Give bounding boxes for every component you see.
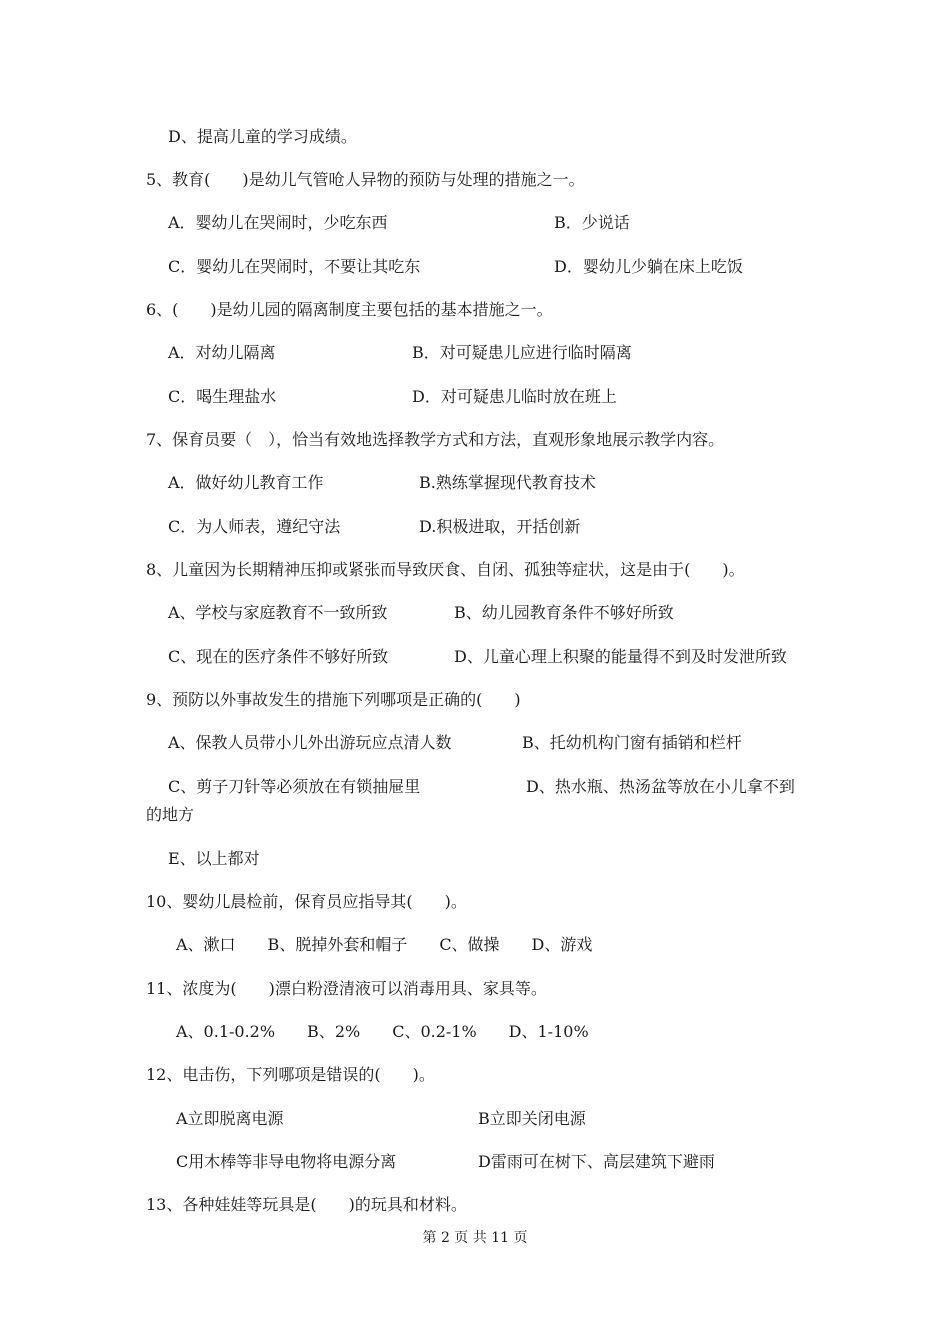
q9-option-c: C、剪子刀针等必须放在有锁抽屉里	[168, 777, 421, 796]
q7-option-a: A．做好幼儿教育工作	[168, 473, 324, 492]
page-footer: 第 2 页 共 11 页	[422, 1230, 528, 1246]
q9-option-a: A、保教人员带小儿外出游玩应点清人数	[168, 733, 452, 752]
q9-option-e: E、以上都对	[168, 849, 260, 868]
q9-stem: 9、预防以外事故发生的措施下列哪项是正确的( )	[146, 690, 521, 709]
q8-stem: 8、儿童因为长期精神压抑或紧张而导致厌食、自闭、孤独等症状，这是由于( )。	[146, 560, 745, 579]
q6-option-b: B．对可疑患儿应进行临时隔离	[412, 343, 632, 362]
q6-option-a: A．对幼儿隔离	[168, 343, 276, 362]
q8-option-d: D、儿童心理上积聚的能量得不到及时发泄所致	[454, 647, 787, 666]
q8-option-a: A、学校与家庭教育不一致所致	[168, 603, 388, 622]
q7-option-b: B.熟练掌握现代教育技术	[419, 473, 596, 492]
q7-option-d: D.积极进取，开括创新	[419, 517, 581, 536]
q7-option-c: C．为人师表，遵纪守法	[168, 517, 341, 536]
q11-stem: 11、浓度为( )漂白粉澄清液可以消毒用具、家具等。	[146, 979, 547, 998]
q12-option-c: C用木棒等非导电物将电源分离	[176, 1152, 397, 1171]
q6-stem: 6、( )是幼儿园的隔离制度主要包括的基本措施之一。	[146, 300, 553, 319]
q10-stem: 10、婴幼儿晨检前，保育员应指导其( )。	[146, 892, 467, 911]
q9-option-d: D、热水瓶、热汤盆等放在小儿拿不到	[526, 777, 795, 796]
q8-option-c: C、现在的医疗条件不够好所致	[168, 647, 389, 666]
q5-option-a: A．婴幼儿在哭闹时，少吃东西	[168, 213, 388, 232]
q5-option-d: D．婴幼儿少躺在床上吃饭	[554, 257, 743, 276]
q12-option-a: A立即脱离电源	[176, 1109, 284, 1128]
q9-option-b: B、托幼机构门窗有插销和栏杆	[522, 733, 742, 752]
q10-options: A、漱口 B、脱掉外套和帽子 C、做操 D、游戏	[176, 935, 593, 954]
q4-option-d: D、提高儿童的学习成绩。	[168, 127, 357, 146]
q12-stem: 12、电击伤，下列哪项是错误的( )。	[146, 1065, 435, 1084]
q7-stem: 7、保育员要（ ），恰当有效地选择教学方式和方法，直观形象地展示教学内容。	[146, 430, 725, 449]
q13-stem: 13、各种娃娃等玩具是( )的玩具和材料。	[146, 1195, 467, 1214]
q6-option-c: C．喝生理盐水	[168, 387, 277, 406]
q12-option-d: D雷雨可在树下、高层建筑下避雨	[478, 1152, 715, 1171]
q5-option-b: B．少说话	[554, 213, 630, 232]
q5-option-c: C．婴幼儿在哭闹时，不要让其吃东	[168, 257, 421, 276]
q12-option-b: B立即关闭电源	[478, 1109, 586, 1128]
q8-option-b: B、幼儿园教育条件不够好所致	[454, 603, 674, 622]
q6-option-d: D．对可疑患儿临时放在班上	[412, 387, 617, 406]
q5-stem: 5、教育( )是幼儿气管呛人异物的预防与处理的措施之一。	[146, 170, 585, 189]
q11-options: A、0.1-0.2% B、2% C、0.2-1% D、1-10%	[176, 1022, 589, 1041]
q9-option-d-continued: 的地方	[146, 805, 195, 824]
